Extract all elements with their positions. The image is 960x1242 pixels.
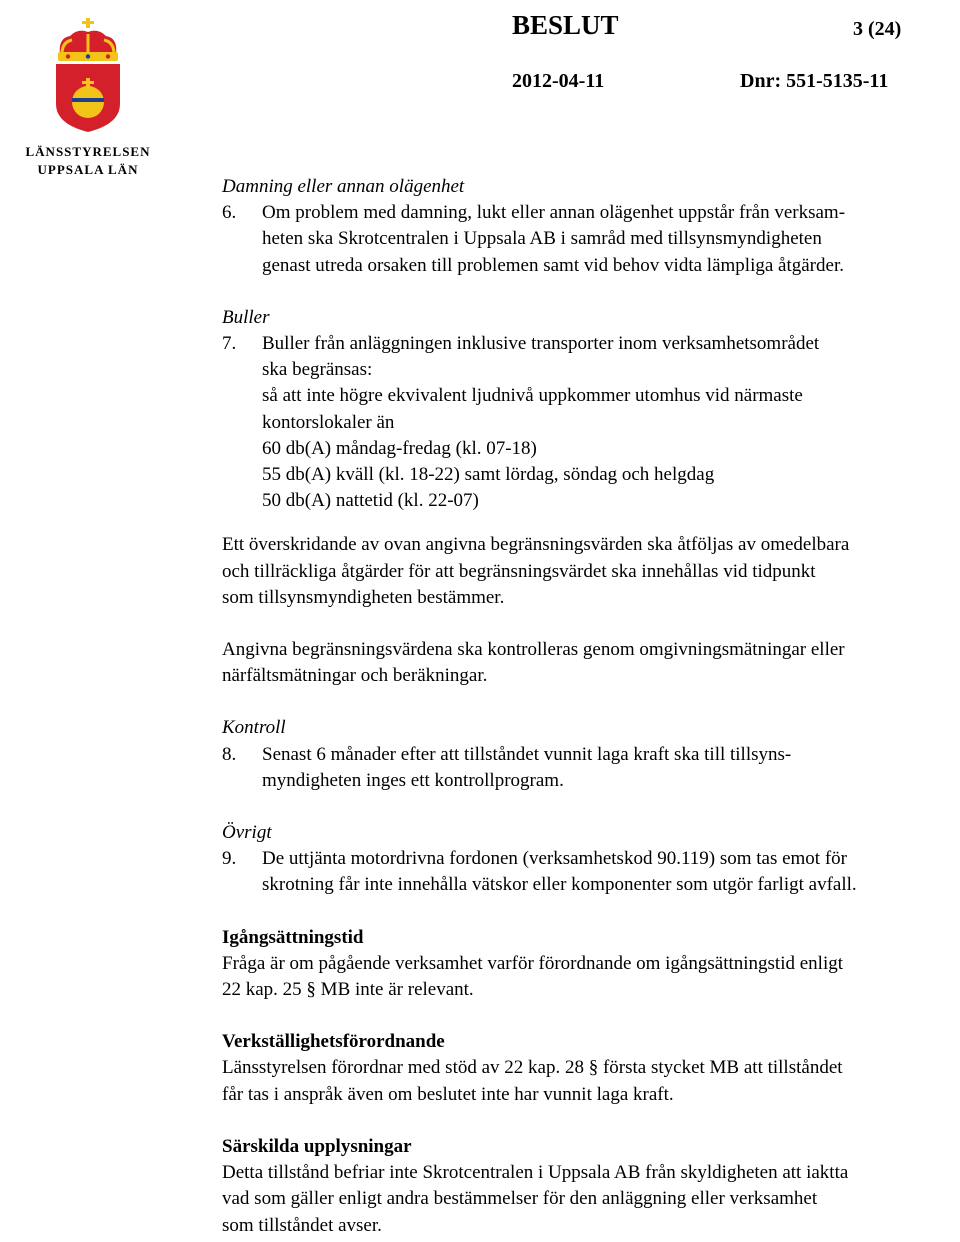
- paragraph: [222, 637, 960, 689]
- condition-text: [262, 200, 960, 279]
- text-line: Buller från anläggningen inklusive transporter inom verksamhetsområdet: [262, 333, 820, 355]
- text-line: 22 kap. 25 § MB inte är relevant.: [222, 979, 474, 1001]
- text-line: Fråga är om pågående verksamhet varför förordnande om igångsättningstid enligt: [222, 952, 843, 974]
- text-line: närfältsmätningar och beräkningar.: [222, 665, 488, 687]
- section-heading: Kontroll: [222, 717, 286, 739]
- text-line: skrotning får inte innehålla vätskor eller komponenter som utgör farligt avfall.: [262, 874, 857, 896]
- section-heading-bold: Igångsättningstid: [222, 926, 364, 948]
- text-line: Ett överskridande av ovan angivna begränsningsvärden ska åtföljas av omedelbara: [222, 534, 850, 556]
- text-line: myndigheten inges ett kontrollprogram.: [262, 769, 564, 791]
- text-line: och tillräckliga åtgärder för att begränsningsvärdet ska innehållas vid tidpunkt: [222, 560, 816, 582]
- section-heading: Buller: [222, 306, 270, 328]
- coat-of-arms-icon: [48, 16, 128, 134]
- section-heading: Övrigt: [222, 822, 272, 844]
- section-heading-bold: Verkställighetsförordnande: [222, 1031, 445, 1053]
- condition-text: [262, 846, 960, 898]
- text-line: Angivna begränsningsvärdena ska kontrolleras genom omgivningsmätningar eller: [222, 639, 845, 661]
- paragraph: [222, 1055, 960, 1107]
- document-title: BESLUT: [512, 10, 619, 40]
- numbered-condition: [222, 742, 960, 794]
- condition-number: 7.: [222, 333, 237, 355]
- condition-text: [262, 331, 960, 514]
- text-line: Länsstyrelsen förordnar med stöd av 22 kap. 28 § första stycket MB att tillståndet: [222, 1057, 843, 1079]
- text-line: De uttjänta motordrivna fordonen (verksamhetskod 90.119) som tas emot för: [262, 848, 847, 870]
- paragraph: [222, 1160, 960, 1239]
- section-heading: Damning eller annan olägenhet: [222, 176, 465, 197]
- text-line: så att inte högre ekvivalent ljudnivå uppkommer utomhus vid närmaste: [262, 385, 803, 407]
- text-line: kontorslokaler än: [262, 411, 395, 433]
- condition-number: 9.: [222, 848, 237, 870]
- text-line: 60 db(A) måndag-fredag (kl. 07-18): [262, 437, 537, 459]
- logo-text-line1: LÄNSSTYRELSEN: [25, 144, 151, 159]
- text-line: får tas i anspråk även om beslutet inte har vunnit laga kraft.: [222, 1083, 674, 1105]
- text-line: som tillståndet avser.: [222, 1214, 382, 1236]
- condition-text: [262, 742, 960, 794]
- text-line: Senast 6 månader efter att tillståndet vunnit laga kraft ska till tillsyns-: [262, 743, 792, 765]
- paragraph: [222, 532, 960, 611]
- text-line: 55 db(A) kväll (kl. 18-22) samt lördag, söndag och helgdag: [262, 464, 715, 486]
- numbered-condition: [222, 331, 960, 514]
- numbered-condition: [222, 200, 960, 279]
- shield-icon: [56, 64, 120, 132]
- crown-icon: [58, 18, 118, 61]
- section-heading-bold: Särskilda upplysningar: [222, 1135, 412, 1157]
- text-line: 50 db(A) nattetid (kl. 22-07): [262, 490, 479, 512]
- text-line: genast utreda orsaken till problemen samt vid behov vidta lämpliga åtgärder.: [262, 254, 844, 276]
- document-body: [222, 174, 960, 1239]
- text-line: Detta tillstånd befriar inte Skrotcentralen i Uppsala AB från skyldigheten att iakttа: [222, 1162, 849, 1184]
- condition-number: 8.: [222, 743, 237, 765]
- condition-number: 6.: [222, 202, 237, 224]
- text-line: heten ska Skrotcentralen i Uppsala AB i samråd med tillsynsmyndigheten: [262, 228, 822, 250]
- text-line: Om problem med damning, lukt eller annan olägenhet uppstår från verksam-: [262, 202, 846, 224]
- paragraph: [222, 951, 960, 1003]
- county-logo: [22, 16, 154, 186]
- document-reference-number: Dnr: 551-5135-11: [740, 70, 889, 92]
- document-date: 2012-04-11: [512, 70, 605, 92]
- text-line: som tillsynsmyndigheten bestämmer.: [222, 586, 505, 608]
- text-line: ska begränsas:: [262, 359, 373, 381]
- logo-text-line2: UPPSALA LÄN: [37, 162, 139, 177]
- numbered-condition: [222, 846, 960, 898]
- page-number: 3 (24): [853, 18, 902, 40]
- text-line: vad som gäller enligt andra bestämmelser för den anläggning eller verksamhet: [222, 1188, 818, 1210]
